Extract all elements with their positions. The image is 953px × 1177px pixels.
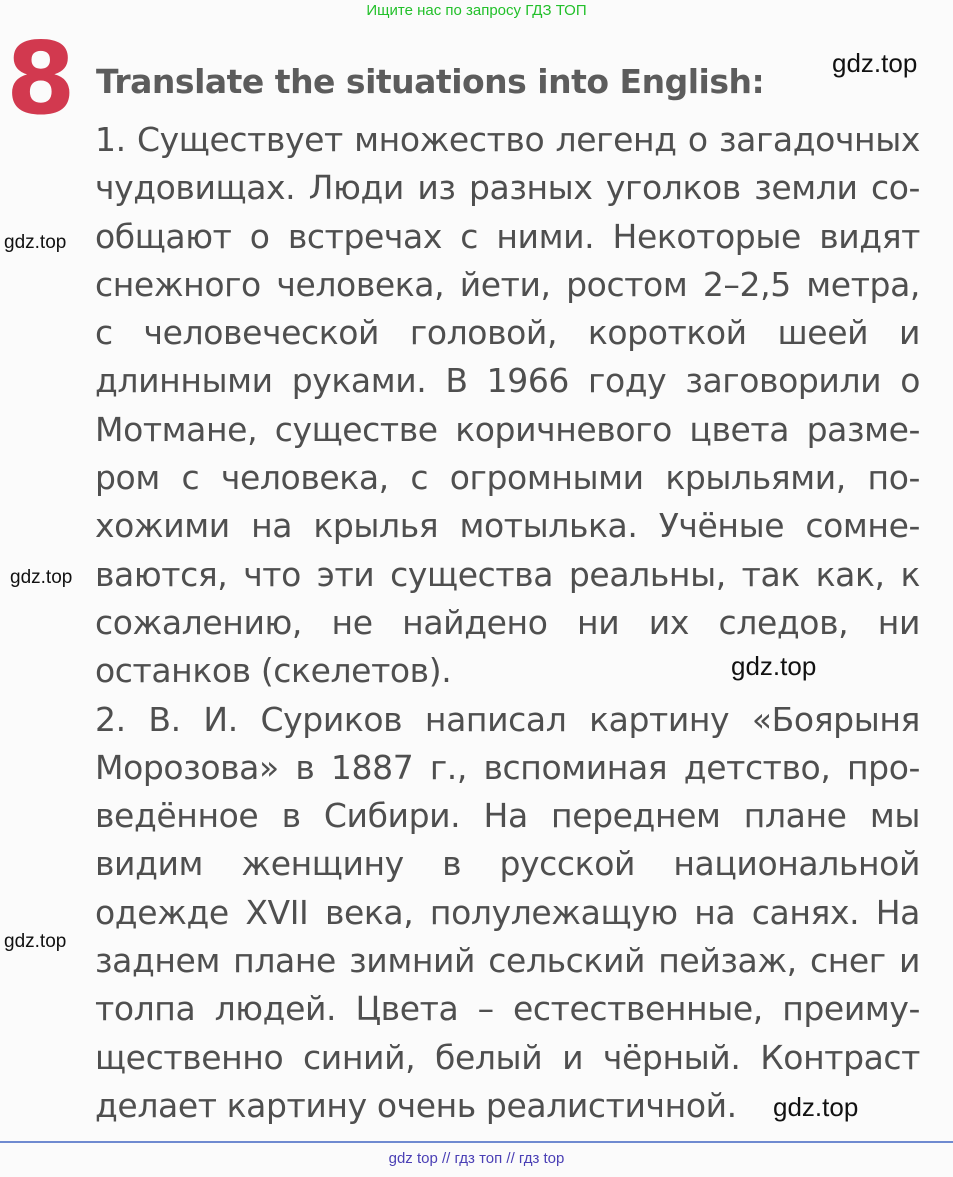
exercise-text xyxy=(95,116,920,1130)
text-line: 2. В. И. Суриков написал картину «Боярыня xyxy=(95,699,920,739)
text-line: длинными руками. В 1966 году заговорили о xyxy=(95,361,920,401)
text-line: одежде XVII века, полулежащую на санях. На xyxy=(95,892,920,932)
watermark: gdz.top xyxy=(731,651,817,681)
text-line: видим женщину в русской национальной xyxy=(95,844,920,884)
text-line: хожими на крылья мотылька. Учёные сомне- xyxy=(95,506,920,546)
text-line: сожалению, не найдено ни их следов, ни xyxy=(95,602,920,642)
text-line: ведённое в Сибири. На переднем плане мы xyxy=(95,796,920,836)
text-line: с человеческой головой, короткой шеей и xyxy=(95,313,920,353)
text-line: заднем плане зимний сельский пейзаж, снег и xyxy=(95,941,920,981)
text-line: Морозова» в 1887 г., вспоминая детство, про- xyxy=(95,747,920,787)
exercise-number: 8 xyxy=(6,20,76,137)
text-line: толпа людей. Цвета – естественные, преиму- xyxy=(95,989,920,1029)
bottom-divider xyxy=(0,1141,953,1143)
top-banner: Ищите нас по запросу ГДЗ ТОП xyxy=(366,2,587,19)
text-line: щественно синий, белый и чёрный. Контраст xyxy=(95,1037,920,1077)
watermark: gdz.top xyxy=(10,567,73,588)
text-line: ром с человека, с огромными крыльями, по- xyxy=(95,458,920,498)
text-line: останков (скелетов). xyxy=(95,651,452,691)
watermark: gdz.top xyxy=(832,48,918,78)
text-line: снежного человека, йети, ростом 2–2,5 метра, xyxy=(95,264,920,304)
text-line: чудовищах. Люди из разных уголков земли со- xyxy=(95,168,920,208)
text-line: 1. Существует множество легенд о загадочных xyxy=(95,120,920,159)
watermark: gdz.top xyxy=(4,931,67,952)
watermark: gdz.top xyxy=(4,232,67,253)
text-line: общают о встречах с ними. Некоторые видят xyxy=(95,216,920,256)
text-line: делает картину очень реалистичной. xyxy=(95,1085,737,1125)
text-line: Мотмане, существе коричневого цвета разме- xyxy=(95,409,920,449)
exercise-heading: Translate the situations into English: xyxy=(96,62,765,101)
footer: gdz top // гдз топ // гдз top xyxy=(388,1150,565,1167)
watermark: gdz.top xyxy=(773,1092,859,1122)
text-line: ваются, что эти существа реальны, так как, к xyxy=(95,554,920,594)
